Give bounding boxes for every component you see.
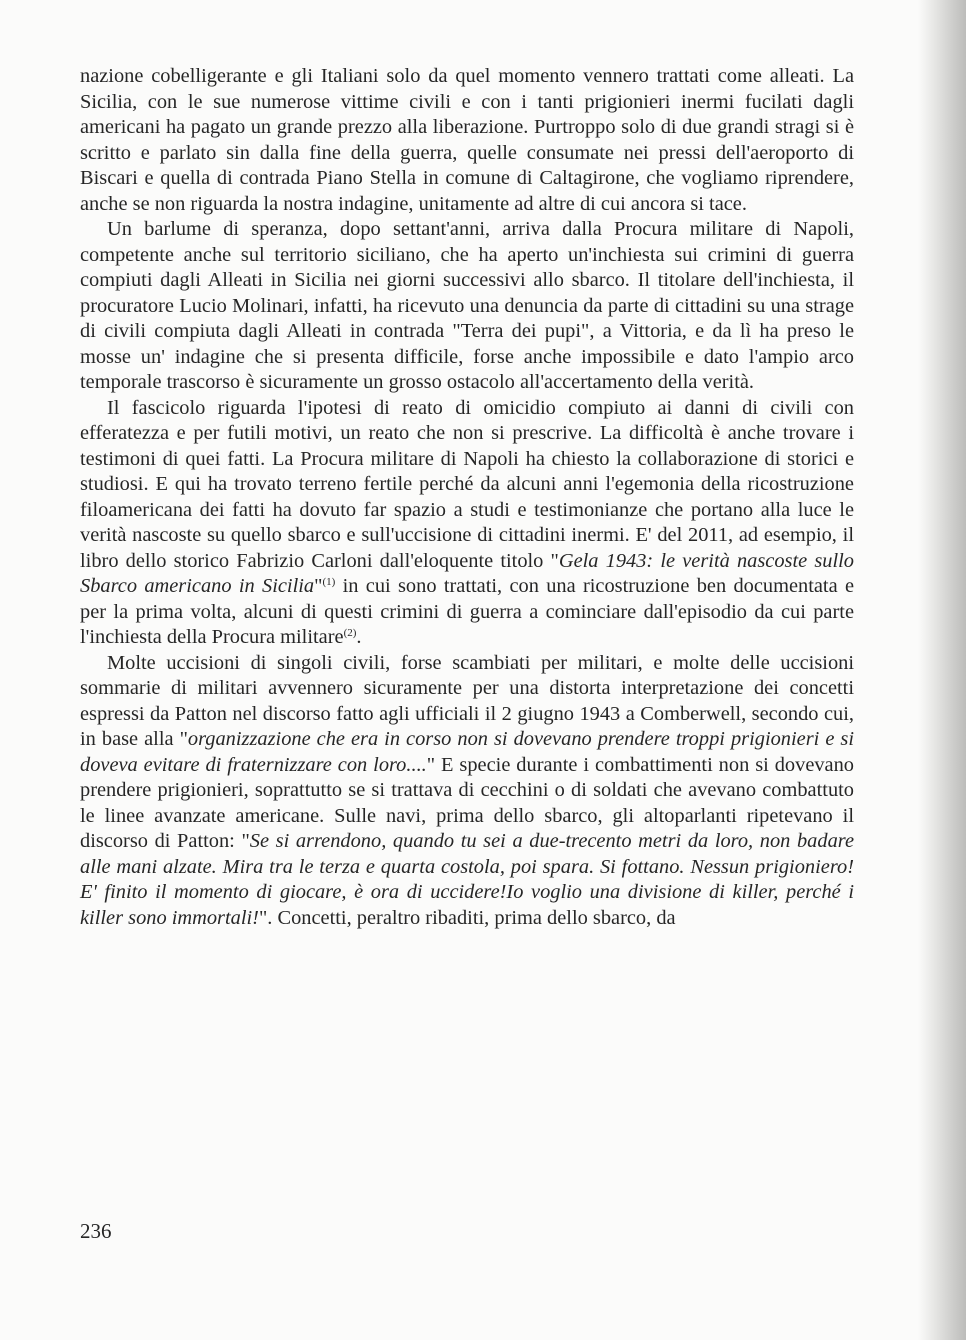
paragraph-4-text-end: ". Concetti, peraltro ribaditi, prima dello sbarco, da <box>258 906 676 929</box>
paragraph-3-text-end: . <box>356 626 362 648</box>
paragraph-4-text-start: Molte uccisioni di singoli civili, forse scambiati per militari, e molte delle uccisioni sommarie di militari avvennero sicuramente per una distorta interpretazione dei concetti espressi da Patton nel discorso fatto agli ufficiali il 2 giugno 1943 a Comberwell, secondo cui, in base alla " <box>80 651 854 750</box>
patton-quote-1: organizzazione che era in corso non si dovevano prendere troppi prigionieri e si doveva evitare di fraternizzare con loro.... <box>80 728 854 776</box>
paragraph-4 <box>80 651 854 932</box>
footnote-ref-2: (2) <box>343 627 357 639</box>
body-text <box>80 64 854 931</box>
book-title: Gela 1943: le verità nascoste sullo Sbarco americano in Sicilia <box>80 549 854 597</box>
page-number: 236 <box>80 1219 112 1243</box>
book-title-close-quote: " <box>314 575 323 597</box>
paragraph-1-text: nazione cobelligerante e gli Italiani solo da quel momento vennero trattati come alleati. La Sicilia, con le sue numerose vittime civili e con i tanti prigionieri inermi fucilati dagli americani ha pagato un grande prezzo alla liberazione. Purtroppo solo di due grandi stragi si è scritto e parlato sin dalla fine della guerra, quelle consumate nei pressi dell'aeroporto di Biscari e quella di contrada Piano Stella in comune di Caltagirone, che vogliamo riprendere, anche se non riguarda la nostra indagine, unitamente ad altre di cui ancora si tace. <box>80 65 854 215</box>
paragraph-1 <box>80 64 854 217</box>
patton-quote-2: Se si arrendono, quando tu sei a due-trecento metri da loro, non badare alle mani alzate. Mira tra le terza e quarta costola, poi spara. Si fottano. Nessun prigioniero! E' finito il momento di giocare, è ora di uccidere!Io voglio una divisione di killer, perché i killer sono immortali! <box>80 830 854 929</box>
footnote-ref-1: (1) <box>322 576 336 588</box>
page-binding-shadow <box>918 0 966 1340</box>
paragraph-3 <box>80 396 854 651</box>
paragraph-4-text-middle: " E specie durante i combattimenti non si dovevano prendere prigionieri, soprattutto se si trattava di cecchini o di soldati che avevano combattuto le linee avanzate americane. Sulle navi, prima dello sbarco, gli altoparlanti ripetevano il discorso di Patton: " <box>80 753 855 852</box>
paragraph-3-text-middle: in cui sono trattati, con una ricostruzione ben documentata e per la prima volta, alcuni di questi crimini di guerra a cominciare dall'episodio da cui parte l'inchiesta della Procura militare <box>80 575 854 648</box>
paragraph-3-text-start: Il fascicolo riguarda l'ipotesi di reato di omicidio compiuto ai danni di civili con efferatezza e per futili motivi, un reato che non si prescrive. La difficoltà è anche trovare i testimoni di quei fatti. La Procura militare di Napoli ha chiesto la collaborazione di storici e studiosi. E qui ha trovato terreno fertile perché da alcuni anni l'egemonia della ricostruzione filoamericana dei fatti ha dovuto far spazio a studi e testimonianze che portano alla luce le verità nascoste su quello sbarco e sull'uccisione di cittadini inermi. E' del 2011, ad esempio, il libro dello storico Fabrizio Carloni dall'eloquente titolo " <box>80 396 854 572</box>
paragraph-2-text: Un barlume di speranza, dopo settant'anni, arriva dalla Procura militare di Napoli, competente anche sul territorio siciliano, che ha aperto un'inchiesta sui crimini di guerra compiuti dagli Alleati in Sicilia nei giorni successivi allo sbarco. Il titolare dell'inchiesta, il procuratore Lucio Molinari, infatti, ha ricevuto una denuncia da parte di cittadini su una strage di civili compiuta dagli Alleati in contrada "Terra dei pupi", a Vittoria, e da lì ha preso le mosse un' indagine che si presenta difficile, forse anche impossibile e dato l'ampio arco temporale trascorso è sicuramente un grosso ostacolo all'accertamento della verità. <box>80 218 854 393</box>
paragraph-2 <box>80 217 854 396</box>
